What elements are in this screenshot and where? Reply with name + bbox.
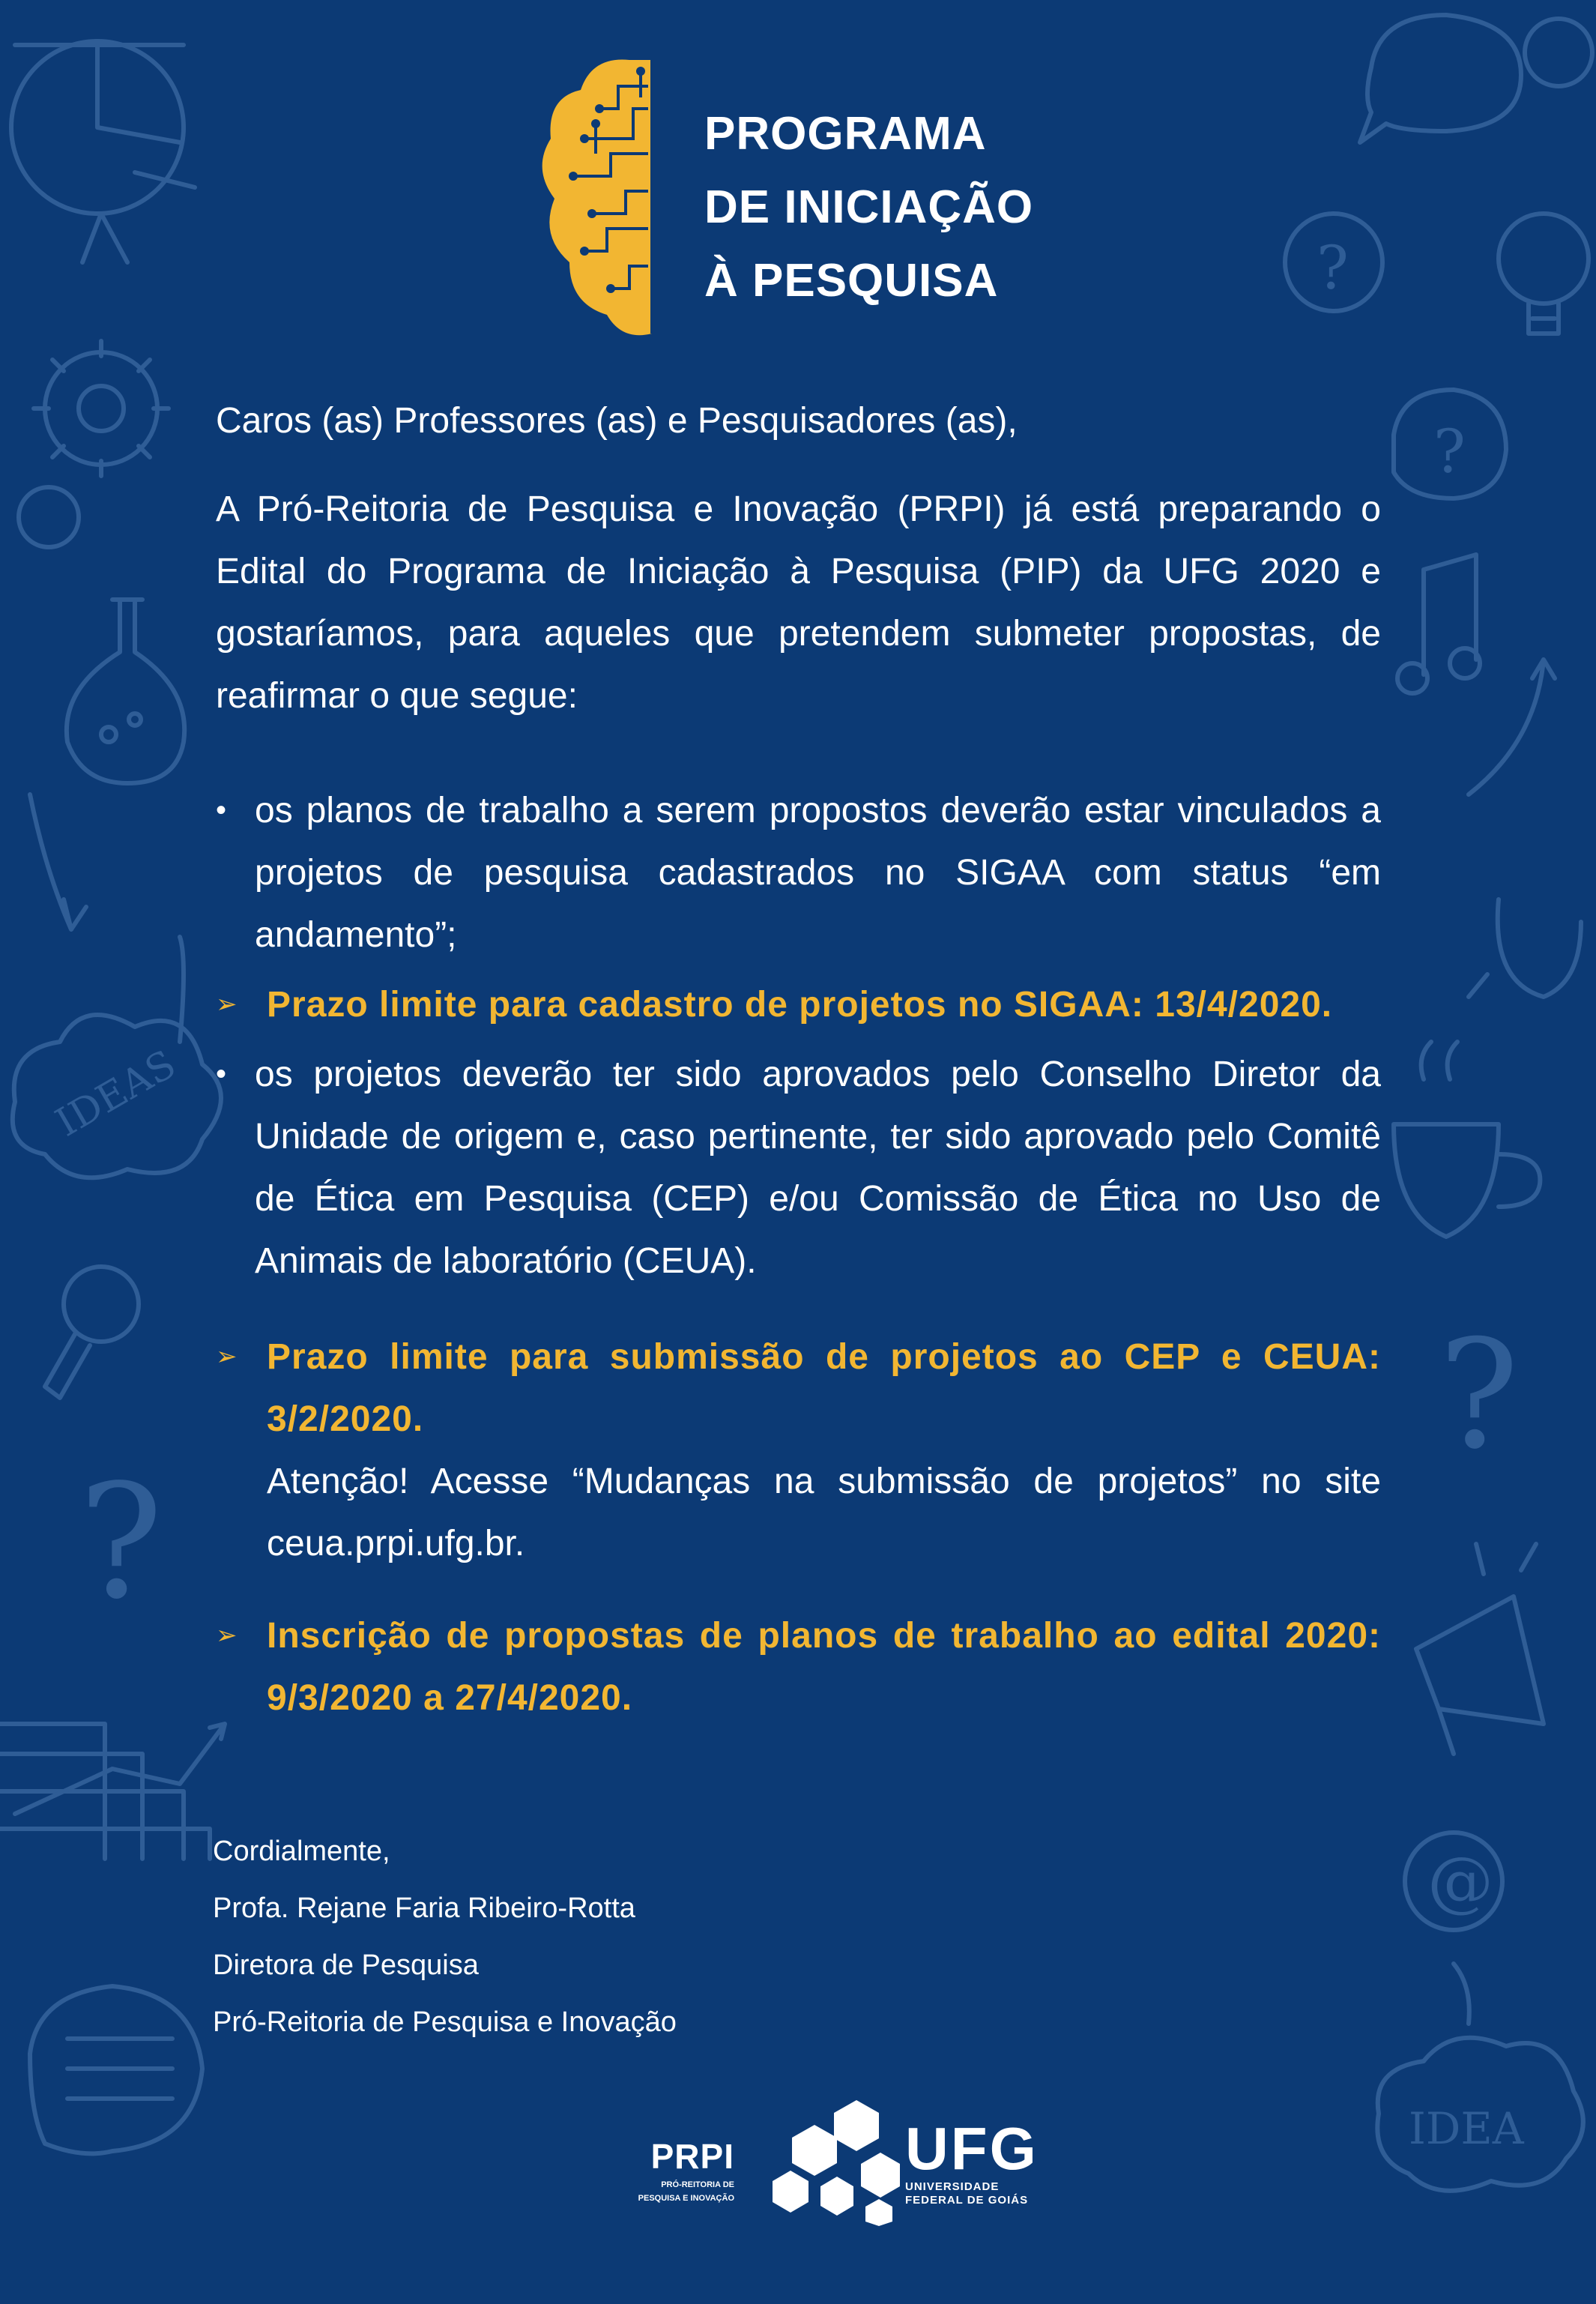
deadline-item-1 <box>216 974 1381 1036</box>
deadline-2-text: Prazo limite para submissão de projetos ao CEP e CEUA: 3/2/2020. <box>267 1337 1381 1439</box>
signer-role: Diretora de Pesquisa <box>213 1949 479 1981</box>
arrow-right-icon: ➢ <box>216 1621 238 1650</box>
arrow-right-icon: ➢ <box>216 990 238 1019</box>
deadline-3-text: Inscrição de propostas de planos de trabalho ao edital 2020: 9/3/2020 a 27/4/2020. <box>267 1616 1381 1718</box>
bullet-1-text: os planos de trabalho a serem propostos deverão estar vinculados a projetos de pesquisa cadastrados no SIGAA com status “em andamento”; <box>255 791 1381 955</box>
greeting: Caros (as) Professores (as) e Pesquisadores (as), <box>216 401 1018 441</box>
bullet-2-text: os projetos deverão ter sido aprovados pelo Conselho Diretor da Unidade de origem e, caso pertinente, ter sido aprovado pelo Comitê de Ética em Pesquisa (CEP) e/ou Comissão de Ética no Uso de Animais de laboratório (CEUA). <box>255 1055 1381 1281</box>
program-header <box>539 56 1109 349</box>
bullet-item-2 <box>216 1043 1381 1292</box>
ufg-name: UFG <box>905 2115 1039 2182</box>
prpi-logo <box>637 2136 734 2204</box>
question-doodle-bubble: ? <box>1433 417 1466 486</box>
closing: Cordialmente, <box>213 1836 390 1867</box>
title-line-3: À PESQUISA <box>704 255 999 307</box>
signature-block <box>213 1823 677 2051</box>
footer-logos <box>637 2099 1057 2226</box>
bullet-dot-icon: • <box>216 794 227 827</box>
idea-doodle-text: IDEA <box>1409 2103 1524 2154</box>
brain-circuit-icon <box>539 56 697 341</box>
ufg-sub-1: UNIVERSIDADE <box>905 2180 1000 2193</box>
ufg-logo-text <box>905 2117 1039 2207</box>
question-doodle-small: ? <box>1317 233 1349 303</box>
title-line-1: PROGRAMA <box>704 108 987 160</box>
attention-text: Atenção! Acesse “Mudanças na submissão de projetos” no site ceua.prpi.ufg.br. <box>267 1462 1381 1563</box>
question-doodle-left: ? <box>79 1450 163 1634</box>
prpi-sub-2: PESQUISA E INOVAÇÃO <box>638 2194 734 2203</box>
deadline-item-2 <box>216 1326 1381 1575</box>
signer-name: Profa. Rejane Faria Ribeiro-Rotta <box>213 1893 635 1924</box>
at-doodle: @ <box>1427 1842 1493 1920</box>
deadline-1-text: Prazo limite para cadastro de projetos no SIGAA: 13/4/2020. <box>267 985 1333 1025</box>
bullet-dot-icon: • <box>216 1058 227 1091</box>
letter-body <box>216 390 1381 1729</box>
intro-paragraph: A Pró-Reitoria de Pesquisa e Inovação (PRPI) já está preparando o Edital do Programa de Iniciação à Pesquisa (PIP) da UFG 2020 e gostaríamos, para aqueles que pretendem submeter propostas, de reafirmar o que segue: <box>216 489 1381 716</box>
arrow-right-icon: ➢ <box>216 1342 238 1371</box>
prpi-name: PRPI <box>650 2137 734 2176</box>
question-doodle-large: ? <box>1439 1308 1520 1483</box>
ufg-hexagon-logo-icon <box>768 2099 903 2226</box>
bullet-item-1 <box>216 779 1381 966</box>
ufg-sub-2: FEDERAL DE GOIÁS <box>905 2194 1029 2207</box>
title-line-2: DE INICIAÇÃO <box>704 181 1034 233</box>
ideas-doodle-text: IDEAS <box>48 1041 184 1146</box>
deadline-item-3 <box>216 1605 1381 1729</box>
prpi-sub-1: PRÓ-REITORIA DE <box>661 2180 734 2189</box>
signer-office: Pró-Reitoria de Pesquisa e Inovação <box>213 2006 677 2038</box>
